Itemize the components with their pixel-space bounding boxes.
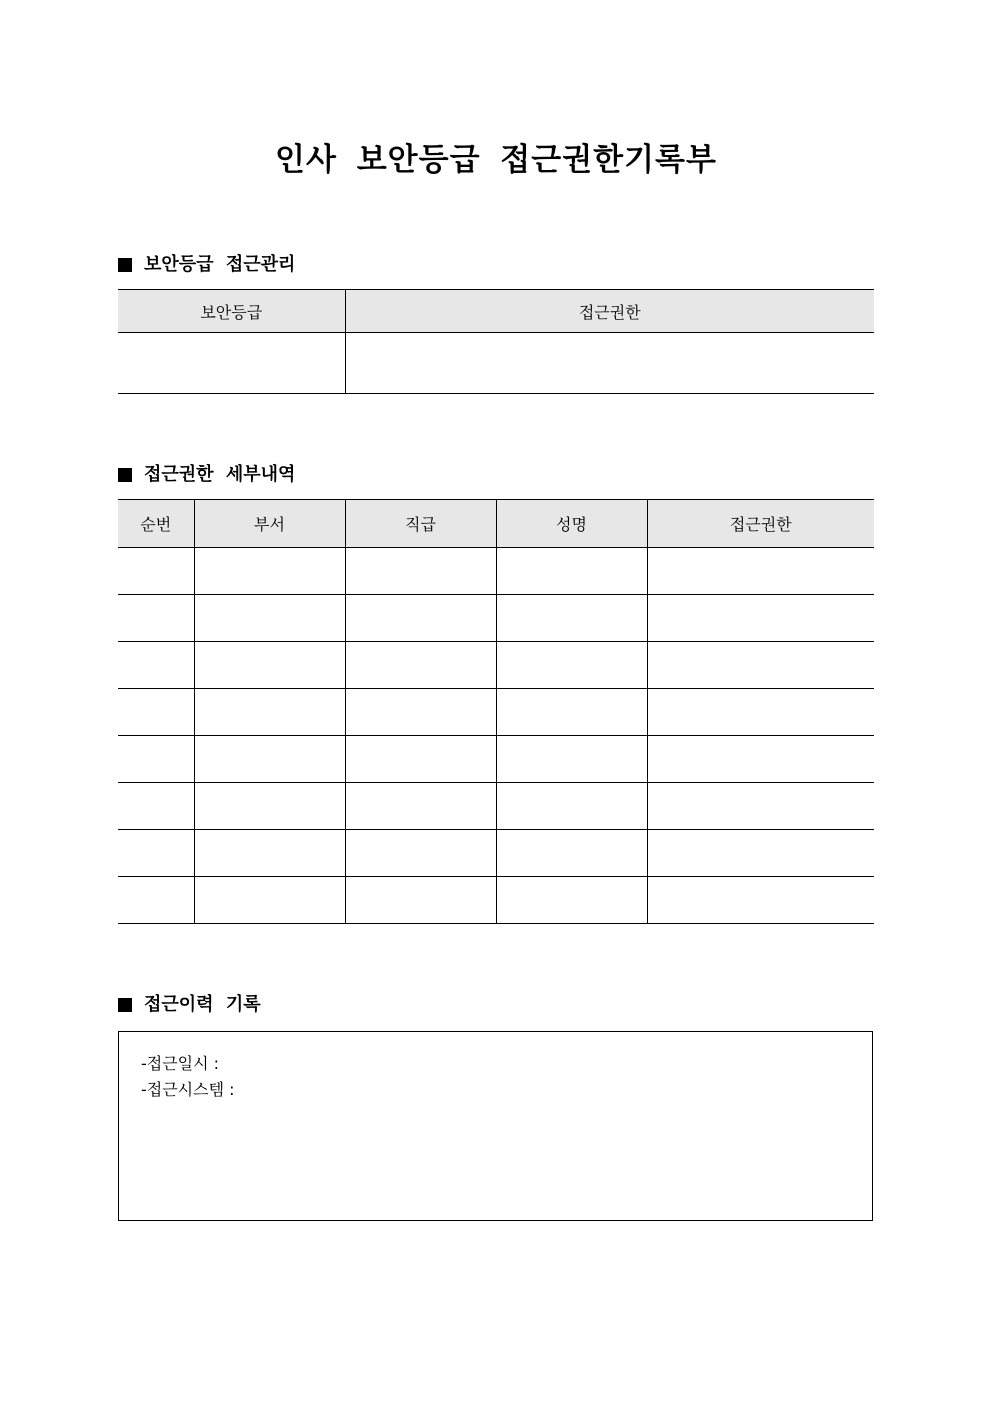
cell-access-rights[interactable] bbox=[345, 333, 874, 394]
security-level-table bbox=[118, 289, 874, 394]
table-header-row bbox=[118, 290, 874, 333]
cell-access-rights[interactable] bbox=[647, 595, 874, 642]
header-access-rights: 접근권한 bbox=[647, 500, 874, 548]
cell-department[interactable] bbox=[194, 783, 345, 830]
cell-position[interactable] bbox=[345, 830, 496, 877]
access-system-line: -접근시스템 : bbox=[141, 1080, 235, 1099]
cell-access-rights[interactable] bbox=[647, 736, 874, 783]
square-bullet-icon bbox=[118, 998, 132, 1012]
table-row bbox=[118, 830, 874, 877]
square-bullet-icon bbox=[118, 258, 132, 272]
cell-position[interactable] bbox=[345, 689, 496, 736]
access-datetime-line: -접근일시 : bbox=[141, 1054, 220, 1073]
cell-name[interactable] bbox=[496, 877, 647, 924]
header-position: 직급 bbox=[345, 500, 496, 548]
table-header-row bbox=[118, 500, 874, 548]
cell-seq-no[interactable] bbox=[118, 595, 194, 642]
cell-access-rights[interactable] bbox=[647, 642, 874, 689]
cell-department[interactable] bbox=[194, 689, 345, 736]
page-title: 인사 보안등급 접근권한기록부 bbox=[275, 142, 717, 178]
section-heading-label: 접근권한 세부내역 bbox=[144, 464, 296, 485]
cell-name[interactable] bbox=[496, 595, 647, 642]
table-row bbox=[118, 877, 874, 924]
section-heading-label: 접근이력 기록 bbox=[144, 994, 261, 1015]
cell-access-rights[interactable] bbox=[647, 783, 874, 830]
header-seq-no: 순번 bbox=[118, 500, 194, 548]
cell-name[interactable] bbox=[496, 736, 647, 783]
cell-access-rights[interactable] bbox=[647, 689, 874, 736]
cell-name[interactable] bbox=[496, 783, 647, 830]
cell-department[interactable] bbox=[194, 595, 345, 642]
table-row bbox=[118, 642, 874, 689]
cell-name[interactable] bbox=[496, 548, 647, 595]
cell-department[interactable] bbox=[194, 736, 345, 783]
section-heading-security-level bbox=[118, 253, 295, 277]
cell-access-rights[interactable] bbox=[647, 830, 874, 877]
cell-position[interactable] bbox=[345, 736, 496, 783]
table-row bbox=[118, 548, 874, 595]
table-row bbox=[118, 333, 874, 394]
cell-seq-no[interactable] bbox=[118, 548, 194, 595]
header-security-level: 보안등급 bbox=[118, 290, 345, 333]
cell-position[interactable] bbox=[345, 783, 496, 830]
cell-access-rights[interactable] bbox=[647, 877, 874, 924]
access-history-box[interactable] bbox=[118, 1031, 873, 1221]
cell-position[interactable] bbox=[345, 877, 496, 924]
table-row bbox=[118, 595, 874, 642]
cell-seq-no[interactable] bbox=[118, 736, 194, 783]
cell-name[interactable] bbox=[496, 642, 647, 689]
cell-position[interactable] bbox=[345, 595, 496, 642]
header-name: 성명 bbox=[496, 500, 647, 548]
header-access-rights: 접근권한 bbox=[345, 290, 874, 333]
cell-seq-no[interactable] bbox=[118, 689, 194, 736]
table-row bbox=[118, 736, 874, 783]
cell-department[interactable] bbox=[194, 877, 345, 924]
access-details-table bbox=[118, 499, 874, 924]
cell-seq-no[interactable] bbox=[118, 830, 194, 877]
cell-department[interactable] bbox=[194, 830, 345, 877]
square-bullet-icon bbox=[118, 468, 132, 482]
cell-name[interactable] bbox=[496, 689, 647, 736]
cell-position[interactable] bbox=[345, 642, 496, 689]
table-row bbox=[118, 689, 874, 736]
cell-name[interactable] bbox=[496, 830, 647, 877]
cell-department[interactable] bbox=[194, 548, 345, 595]
cell-seq-no[interactable] bbox=[118, 642, 194, 689]
table-row bbox=[118, 783, 874, 830]
header-department: 부서 bbox=[194, 500, 345, 548]
section-heading-access-details bbox=[118, 463, 295, 487]
section-heading-access-history bbox=[118, 993, 261, 1017]
cell-security-level[interactable] bbox=[118, 333, 345, 394]
section-heading-label: 보안등급 접근관리 bbox=[144, 254, 296, 275]
cell-access-rights[interactable] bbox=[647, 548, 874, 595]
cell-department[interactable] bbox=[194, 642, 345, 689]
cell-seq-no[interactable] bbox=[118, 783, 194, 830]
cell-seq-no[interactable] bbox=[118, 877, 194, 924]
cell-position[interactable] bbox=[345, 548, 496, 595]
